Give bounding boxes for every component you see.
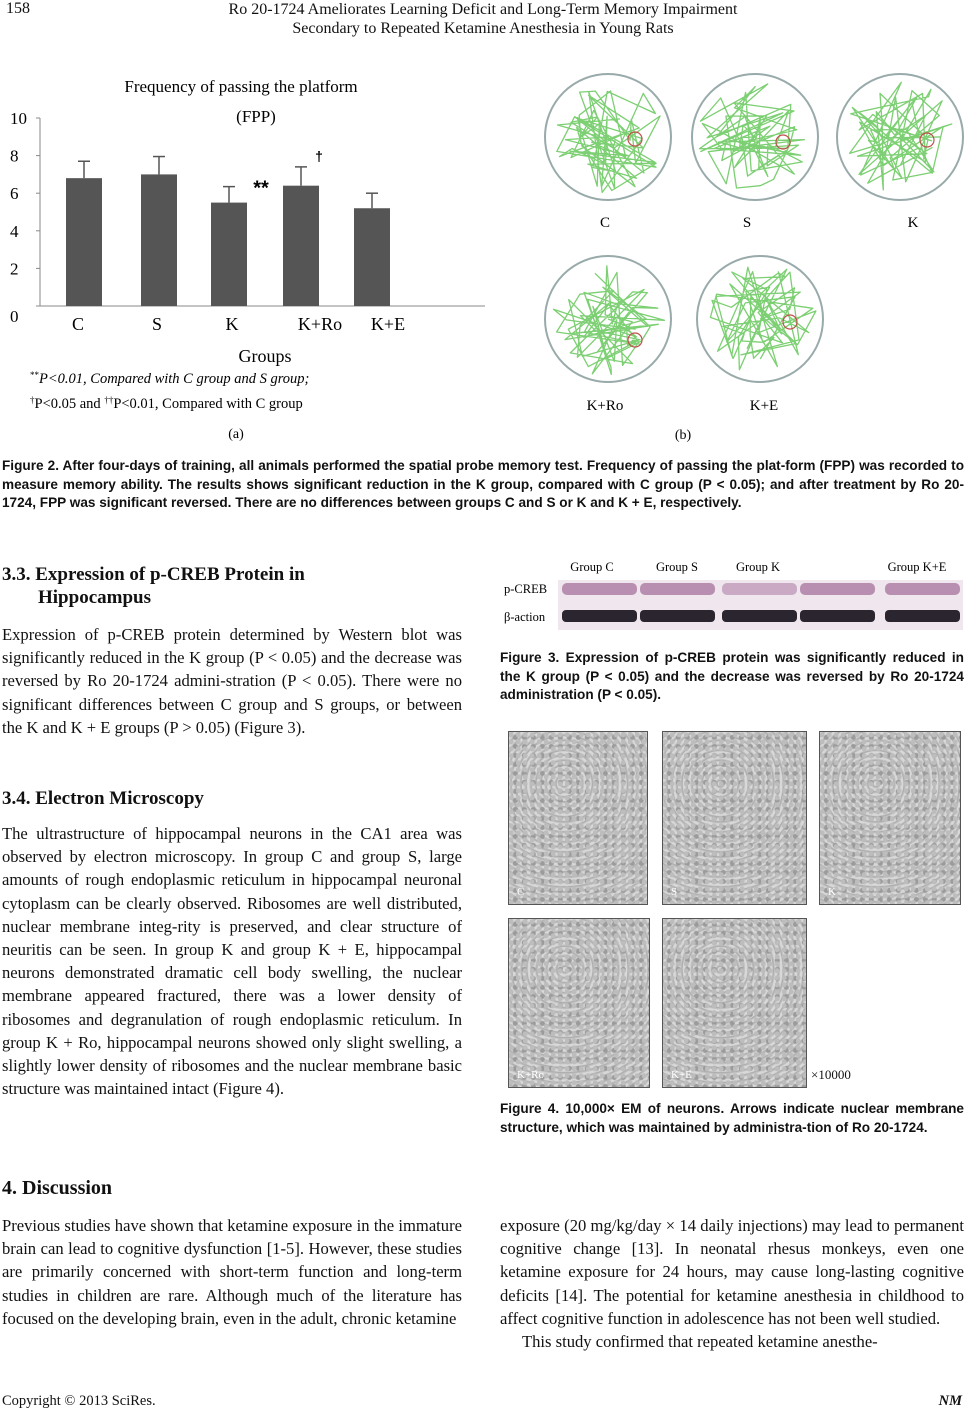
section-4-heading: 4. Discussion	[2, 1177, 113, 1199]
chart-title-line2: (FPP)	[236, 107, 276, 126]
beta-action-band	[640, 610, 715, 622]
p-creb-band	[885, 583, 960, 595]
em-label-s: S	[671, 886, 678, 898]
swim-path-panels	[535, 72, 966, 447]
section-4-paragraph: Previous studies have shown that ketamine exposure in the immature brain can lead to cognitive dysfunction [1-5]. However, these studies are primarily concerned with short-term function and long-term studies in children are rare. Although much of the literature has focused on the developing brain, even in the adult, chronic ketamine	[2, 1216, 462, 1328]
em-panel-k-e	[662, 918, 807, 1088]
note2-part1: P<0.05 and	[34, 396, 105, 412]
y-axis	[10, 109, 40, 326]
western-blot-image	[500, 555, 966, 635]
significance-marker: †	[315, 147, 323, 164]
em-panel-s	[662, 731, 807, 905]
note1-text: P<0.01, Compared with C group and S group;	[39, 371, 310, 387]
section-3-4-heading: 3.4. Electron Microscopy	[2, 788, 204, 809]
figure-4-caption: Figure 4. 10,000× EM of neurons. Arrows indicate nuclear membrane structure, which was maintained by administra-tion of Ro 20-1724.	[500, 1101, 964, 1135]
note1-sup: **	[30, 370, 39, 380]
section-3-3-title-line2: Hippocampus	[38, 587, 151, 608]
y-tick-label: 2	[10, 259, 19, 279]
swim-label: K+Ro	[586, 398, 624, 414]
beta-action-band	[722, 610, 797, 622]
right-column-paragraph-1: exposure (20 mg/kg/day × 14 daily injections) may lead to permanent cognitive change [13]. In neonatal rhesus monkeys, even one ketamine exposure for 24 hours, may cause long-lasting cognitive deficits [14]. The potential for ketamine anesthesia in childhood to affect cognitive function in adolescence has not been well studied.	[500, 1216, 964, 1328]
em-panel-k-ro	[508, 918, 650, 1088]
em-panel-k	[819, 731, 961, 905]
swim-panel-k-ro	[545, 256, 671, 382]
footer-copyright: Copyright © 2013 SciRes.	[2, 1393, 156, 1409]
bars	[66, 148, 390, 306]
figure-4-em	[505, 728, 966, 1088]
figure-3-blot	[500, 555, 966, 635]
figure-2a	[0, 70, 500, 450]
em-label-c: C	[517, 886, 525, 898]
y-tick-label: 0	[10, 307, 19, 326]
beta-action-band	[800, 610, 875, 622]
x-tick-label: S	[151, 314, 163, 334]
fig2a-sublabel: (a)	[228, 427, 244, 442]
swim-label: K	[907, 215, 919, 231]
bar-k-ro	[283, 186, 319, 306]
blot-row-label: β-action	[504, 610, 546, 624]
x-tick-label: K+E	[370, 314, 406, 334]
section-3-4-paragraph: The ultrastructure of hippocampal neurons in the CA1 area was observed by electron microscopy. In group C and group S, large amounts of rough endoplasmic reticulum in hippocampal neuronal cytoplasm can be clearly observed. Ribosomes are well distributed, nuclear membrane integ-rity is preserved, and clear structure of neuritis can be seen. In group K and group K + E, hippocampal neurons demonstrated dramatic cell body swelling, the nuclear membrane appeared fractured, there was a lower density of ribosomes and degranulation of rough endoplasmic reticulum. In group K + Ro, hippocampal neurons showed only slight swelling, a slightly lower density of ribosomes and the nuclear membrane basic structure was maintained intact (Figure 4).	[2, 824, 462, 1099]
swim-label: C	[599, 215, 611, 231]
p-creb-band	[562, 583, 637, 595]
em-label-k-ro: K+Ro	[517, 1069, 544, 1081]
significance-marker: **	[253, 177, 269, 200]
section-3-3-heading	[2, 563, 462, 609]
x-tick-label: K	[225, 314, 239, 334]
em-label-k: K	[828, 886, 836, 898]
swim-panel-s	[692, 74, 818, 200]
p-creb-band	[800, 583, 875, 595]
beta-action-band	[885, 610, 960, 622]
blot-group-label: Group K+E	[887, 560, 947, 574]
y-tick-label: 4	[10, 221, 19, 241]
fpp-bar-chart	[0, 70, 500, 450]
running-header	[150, 0, 816, 38]
y-tick-label: 6	[10, 184, 19, 204]
blot-group-label: Group K	[735, 560, 781, 574]
bar-k	[211, 203, 247, 306]
swim-label: S	[742, 215, 752, 231]
bar-s	[141, 174, 177, 306]
em-panel-c	[508, 731, 648, 905]
swim-panel-c	[545, 74, 671, 200]
note2-sup1: †	[30, 395, 35, 405]
magnification-label: ×10000	[811, 1067, 851, 1082]
swim-panel-k-e	[697, 256, 823, 382]
y-tick-label: 8	[10, 146, 19, 166]
page-number: 158	[6, 0, 30, 17]
figure-2b	[535, 72, 966, 447]
significance-note-1	[30, 370, 309, 387]
blot-row-label: p-CREB	[504, 582, 548, 596]
right-column-paragraph-2: This study confirmed that repeated ketamine anesthe-	[522, 1332, 878, 1351]
x-tick-label: K+Ro	[297, 314, 343, 334]
y-tick-label: 10	[10, 109, 27, 128]
note2-part2: P<0.01, Compared with C group	[113, 396, 303, 412]
figure-2-caption: Figure 2. After four-days of training, all animals performed the spatial probe memory test. Frequency of passing the plat-form (FPP) was recorded to measure memory ability. The results shows significant reduction in the K group, compared with C group (P < 0.05); and after treatment by Ro 20-1724, FPP was significant reversed. There are no differences between groups C and S or K and K + E, respectively.	[2, 458, 964, 511]
beta-action-band	[562, 610, 637, 622]
bar-k-e	[354, 208, 390, 306]
bar-c	[66, 178, 102, 306]
fig2b-sublabel: (b)	[674, 428, 692, 443]
p-creb-band	[640, 583, 715, 595]
section-3-3-title-line1: 3.3. Expression of p-CREB Protein in	[2, 564, 305, 585]
figure-3-caption: Figure 3. Expression of p-CREB protein was significantly reduced in the K group (P < 0.05) and the decrease was reversed by Ro 20-1724 administration (P < 0.05).	[500, 650, 964, 703]
p-creb-band	[722, 583, 797, 595]
swim-panel-k	[837, 74, 963, 200]
em-label-k-e: K+E	[671, 1069, 692, 1081]
x-axis-title: Groups	[238, 346, 292, 366]
section-3-3-paragraph: Expression of p-CREB protein determined by Western blot was significantly reduced in the K group (P < 0.05) and the decrease was reversed by Ro 20-1724 admini-stration (P < 0.05). There were no significant differences between C group and S groups, or between the K and K + E groups (P > 0.05) (Figure 3).	[2, 625, 462, 737]
running-header-line1: Ro 20-1724 Ameliorates Learning Deficit and Long-Term Memory Impairment	[228, 1, 738, 18]
blot-group-label: Group C	[570, 560, 614, 574]
note2-sup2: ††	[104, 395, 114, 405]
chart-title-line1: Frequency of passing the platform	[124, 77, 358, 96]
footer-journal: NM	[938, 1393, 962, 1409]
blot-group-label: Group S	[655, 560, 699, 574]
running-header-line2: Secondary to Repeated Ketamine Anesthesia in Young Rats	[292, 20, 674, 37]
x-tick-label: C	[71, 314, 85, 334]
significance-note-2	[30, 395, 303, 412]
x-axis-labels	[72, 314, 405, 334]
swim-label: K+E	[749, 398, 779, 414]
